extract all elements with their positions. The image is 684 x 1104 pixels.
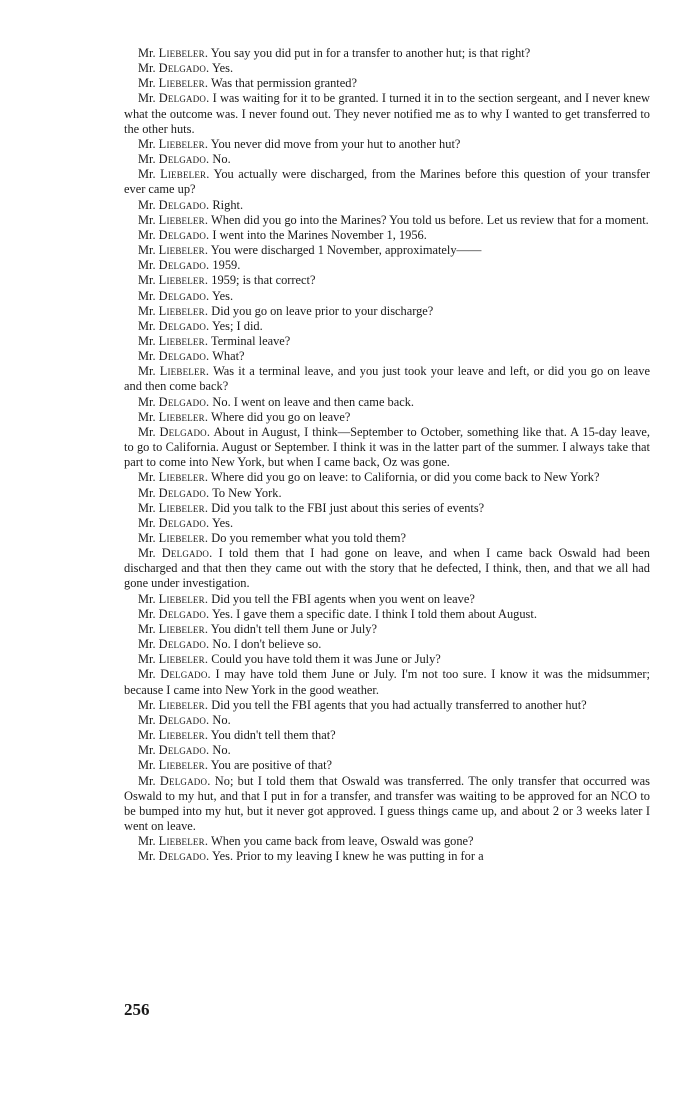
testimony-paragraph <box>124 637 650 652</box>
testimony-paragraph <box>124 137 650 152</box>
testimony-text: Did you talk to the FBI just about this series of events? <box>211 500 485 515</box>
testimony-paragraph <box>124 758 650 773</box>
testimony-text: You actually were discharged, from the Marines before this question of your transfer ever came up? <box>124 167 650 197</box>
testimony-paragraph <box>124 743 650 758</box>
testimony-text: When you came back from leave, Oswald was gone? <box>211 834 474 849</box>
speaker-title: Mr. <box>138 500 156 515</box>
speaker-name: Liebeler. <box>158 273 209 288</box>
speaker-title: Mr. <box>138 470 156 485</box>
testimony-paragraph <box>124 667 650 697</box>
speaker-name: Liebeler. <box>158 333 209 348</box>
testimony-paragraph <box>124 304 650 319</box>
testimony-text: I went into the Marines November 1, 1956. <box>212 227 427 242</box>
speaker-title: Mr. <box>138 212 156 227</box>
speaker-title: Mr. <box>138 318 156 333</box>
testimony-paragraph <box>124 501 650 516</box>
speaker-name: Liebeler. <box>158 652 209 667</box>
speaker-name: Delgado. <box>158 227 210 242</box>
testimony-text: Was that permission granted? <box>211 76 357 91</box>
testimony-text: What? <box>212 349 245 364</box>
testimony-text: Terminal leave? <box>211 333 291 348</box>
speaker-name: Delgado. <box>158 637 210 652</box>
transcript-page <box>124 46 650 864</box>
testimony-paragraph <box>124 76 650 91</box>
testimony-text: 1959. <box>212 258 241 273</box>
speaker-name: Delgado. <box>160 667 211 682</box>
testimony-text: No. <box>212 712 231 727</box>
speaker-title: Mr. <box>138 243 156 258</box>
testimony-paragraph <box>124 349 650 364</box>
testimony-text: You say you did put in for a transfer to another hut; is that right? <box>210 46 531 60</box>
speaker-name: Delgado. <box>159 424 211 439</box>
testimony-text: You didn't tell them June or July? <box>210 621 377 636</box>
speaker-title: Mr. <box>138 258 156 273</box>
speaker-name: Liebeler. <box>158 409 209 424</box>
testimony-paragraph <box>124 425 650 470</box>
testimony-paragraph <box>124 622 650 637</box>
page-number: 256 <box>124 1000 150 1019</box>
testimony-text: I may have told them June or July. I'm not too sure. I know it was the midsummer; because I came into New York in the good weather. <box>124 667 650 697</box>
speaker-name: Liebeler. <box>158 697 209 712</box>
speaker-name: Delgado. <box>158 485 210 500</box>
speaker-title: Mr. <box>138 652 156 667</box>
testimony-text: No; but I told them that Oswald was transferred. The only transfer that occurred was Oswald to my hut, and that I put in for a transfer, and transfer was waiting to be approved for an NCO to be bumped into my hut, but it never got approved. I guess things came up, and about 2 or 3 weeks later I went on leave. <box>124 773 650 833</box>
testimony-text: You never did move from your hut to another hut? <box>210 136 461 151</box>
speaker-name: Delgado. <box>158 606 210 621</box>
speaker-name: Delgado. <box>158 349 210 364</box>
testimony-paragraph <box>124 546 650 591</box>
speaker-title: Mr. <box>138 743 156 758</box>
speaker-name: Delgado. <box>158 152 210 167</box>
testimony-text: You were discharged 1 November, approximately—— <box>210 243 482 258</box>
speaker-title: Mr. <box>138 849 156 864</box>
testimony-text: No. <box>212 743 231 758</box>
testimony-text: No. <box>212 152 231 167</box>
speaker-title: Mr. <box>138 394 156 409</box>
testimony-paragraph <box>124 531 650 546</box>
speaker-title: Mr. <box>138 424 156 439</box>
speaker-title: Mr. <box>138 197 156 212</box>
speaker-title: Mr. <box>138 773 156 788</box>
testimony-text: When did you go into the Marines? You told us before. Let us review that for a moment. <box>211 212 649 227</box>
speaker-title: Mr. <box>138 834 156 849</box>
testimony-text: To New York. <box>212 485 282 500</box>
testimony-paragraph <box>124 46 650 61</box>
speaker-title: Mr. <box>138 758 156 773</box>
speaker-name: Liebeler. <box>158 470 209 485</box>
speaker-name: Delgado. <box>159 773 211 788</box>
speaker-title: Mr. <box>138 546 156 561</box>
testimony-text: Yes. Prior to my leaving I knew he was putting in for a <box>211 849 484 864</box>
testimony-paragraph <box>124 258 650 273</box>
testimony-paragraph <box>124 470 650 485</box>
speaker-title: Mr. <box>138 61 156 76</box>
speaker-title: Mr. <box>138 46 156 60</box>
testimony-text: Yes; I did. <box>211 318 263 333</box>
speaker-title: Mr. <box>138 591 156 606</box>
speaker-title: Mr. <box>138 515 156 530</box>
testimony-text: Right. <box>212 197 244 212</box>
testimony-paragraph <box>124 91 650 136</box>
speaker-title: Mr. <box>138 288 156 303</box>
speaker-name: Liebeler. <box>158 621 209 636</box>
testimony-paragraph <box>124 592 650 607</box>
speaker-name: Liebeler. <box>160 167 210 182</box>
speaker-name: Delgado. <box>158 197 210 212</box>
speaker-name: Delgado. <box>158 394 210 409</box>
testimony-text: Did you tell the FBI agents when you went on leave? <box>211 591 475 606</box>
speaker-title: Mr. <box>138 76 156 91</box>
testimony-text: Yes. I gave them a specific date. I think I told them about August. <box>211 606 537 621</box>
testimony-text: Did you tell the FBI agents that you had actually transferred to another hut? <box>211 697 587 712</box>
speaker-name: Liebeler. <box>158 136 209 151</box>
testimony-text: Where did you go on leave? <box>211 409 351 424</box>
testimony-text: About in August, I think—September to October, something like that. A 15-day leave, to go to California. August or September. I think it was in the latter part of the summer. I always take that part to come into New York, but when I came back, Oz was gone. <box>124 424 650 470</box>
speaker-title: Mr. <box>138 409 156 424</box>
speaker-name: Delgado. <box>161 546 213 561</box>
testimony-paragraph <box>124 652 650 667</box>
testimony-paragraph <box>124 774 650 835</box>
speaker-title: Mr. <box>138 606 156 621</box>
speaker-title: Mr. <box>138 91 156 106</box>
speaker-name: Liebeler. <box>159 364 210 379</box>
speaker-title: Mr. <box>138 364 156 379</box>
speaker-name: Liebeler. <box>158 212 209 227</box>
testimony-paragraph <box>124 334 650 349</box>
speaker-title: Mr. <box>138 712 156 727</box>
speaker-name: Liebeler. <box>158 243 209 258</box>
testimony-text: No. I don't believe so. <box>212 637 322 652</box>
speaker-name: Liebeler. <box>158 303 209 318</box>
testimony-paragraph <box>124 243 650 258</box>
speaker-name: Delgado. <box>158 712 210 727</box>
testimony-paragraph <box>124 849 650 864</box>
testimony-text: Do you remember what you told them? <box>211 531 407 545</box>
speaker-title: Mr. <box>138 167 156 182</box>
testimony-text: Yes. <box>211 515 234 530</box>
testimony-text: Where did you go on leave: to California, or did you come back to New York? <box>211 470 600 485</box>
speaker-name: Liebeler. <box>158 758 209 773</box>
speaker-title: Mr. <box>138 667 156 682</box>
testimony-paragraph <box>124 273 650 288</box>
speaker-title: Mr. <box>138 349 156 364</box>
speaker-name: Liebeler. <box>158 76 209 91</box>
testimony-paragraph <box>124 213 650 228</box>
testimony-paragraph <box>124 834 650 849</box>
testimony-paragraph <box>124 410 650 425</box>
speaker-name: Delgado. <box>158 258 210 273</box>
speaker-name: Liebeler. <box>158 500 209 515</box>
testimony-text: Could you have told them it was June or July? <box>211 652 441 667</box>
speaker-name: Liebeler. <box>158 46 209 60</box>
testimony-text: You didn't tell them that? <box>210 728 336 743</box>
testimony-text: Did you go on leave prior to your discharge? <box>211 303 434 318</box>
speaker-title: Mr. <box>138 637 156 652</box>
testimony-text: Yes. <box>211 288 234 303</box>
speaker-name: Liebeler. <box>158 728 209 743</box>
speaker-name: Delgado. <box>158 288 210 303</box>
speaker-title: Mr. <box>138 152 156 167</box>
testimony-paragraph <box>124 395 650 410</box>
speaker-name: Liebeler. <box>158 531 209 545</box>
speaker-name: Delgado. <box>158 91 210 106</box>
speaker-name: Liebeler. <box>158 591 209 606</box>
testimony-text: No. I went on leave and then came back. <box>212 394 415 409</box>
speaker-title: Mr. <box>138 273 156 288</box>
testimony-paragraph <box>124 728 650 743</box>
speaker-title: Mr. <box>138 485 156 500</box>
testimony-paragraph <box>124 152 650 167</box>
speaker-title: Mr. <box>138 728 156 743</box>
testimony-text: You are positive of that? <box>210 758 333 773</box>
testimony-paragraph <box>124 516 650 531</box>
testimony-paragraph <box>124 228 650 243</box>
testimony-text: I told them that I had gone on leave, and when I came back Oswald had been discharged and that then they came out with the story that he defected, I think, then, and that we all had gone under investigation. <box>124 546 650 591</box>
speaker-name: Liebeler. <box>158 834 209 849</box>
testimony-paragraph <box>124 713 650 728</box>
speaker-name: Delgado. <box>158 743 210 758</box>
speaker-name: Delgado. <box>158 849 210 864</box>
testimony-text: 1959; is that correct? <box>211 273 316 288</box>
speaker-title: Mr. <box>138 303 156 318</box>
testimony-paragraph <box>124 198 650 213</box>
testimony-text: Was it a terminal leave, and you just took your leave and left, or did you go on leave and then come back? <box>124 364 650 394</box>
testimony-paragraph <box>124 607 650 622</box>
testimony-paragraph <box>124 61 650 76</box>
speaker-title: Mr. <box>138 621 156 636</box>
speaker-title: Mr. <box>138 531 156 545</box>
speaker-name: Delgado. <box>158 61 210 76</box>
testimony-paragraph <box>124 167 650 197</box>
testimony-paragraph <box>124 698 650 713</box>
testimony-paragraph <box>124 319 650 334</box>
testimony-text: I was waiting for it to be granted. I turned it in to the section sergeant, and I never knew what the outcome was. I never found out. They never notified me as to why I wanted to get transferred to the other huts. <box>124 91 650 136</box>
testimony-paragraph <box>124 364 650 394</box>
speaker-title: Mr. <box>138 136 156 151</box>
testimony-text: Yes. <box>211 61 234 76</box>
speaker-title: Mr. <box>138 697 156 712</box>
speaker-title: Mr. <box>138 333 156 348</box>
speaker-name: Delgado. <box>158 318 210 333</box>
speaker-title: Mr. <box>138 227 156 242</box>
testimony-paragraph <box>124 486 650 501</box>
speaker-name: Delgado. <box>158 515 210 530</box>
testimony-paragraph <box>124 289 650 304</box>
